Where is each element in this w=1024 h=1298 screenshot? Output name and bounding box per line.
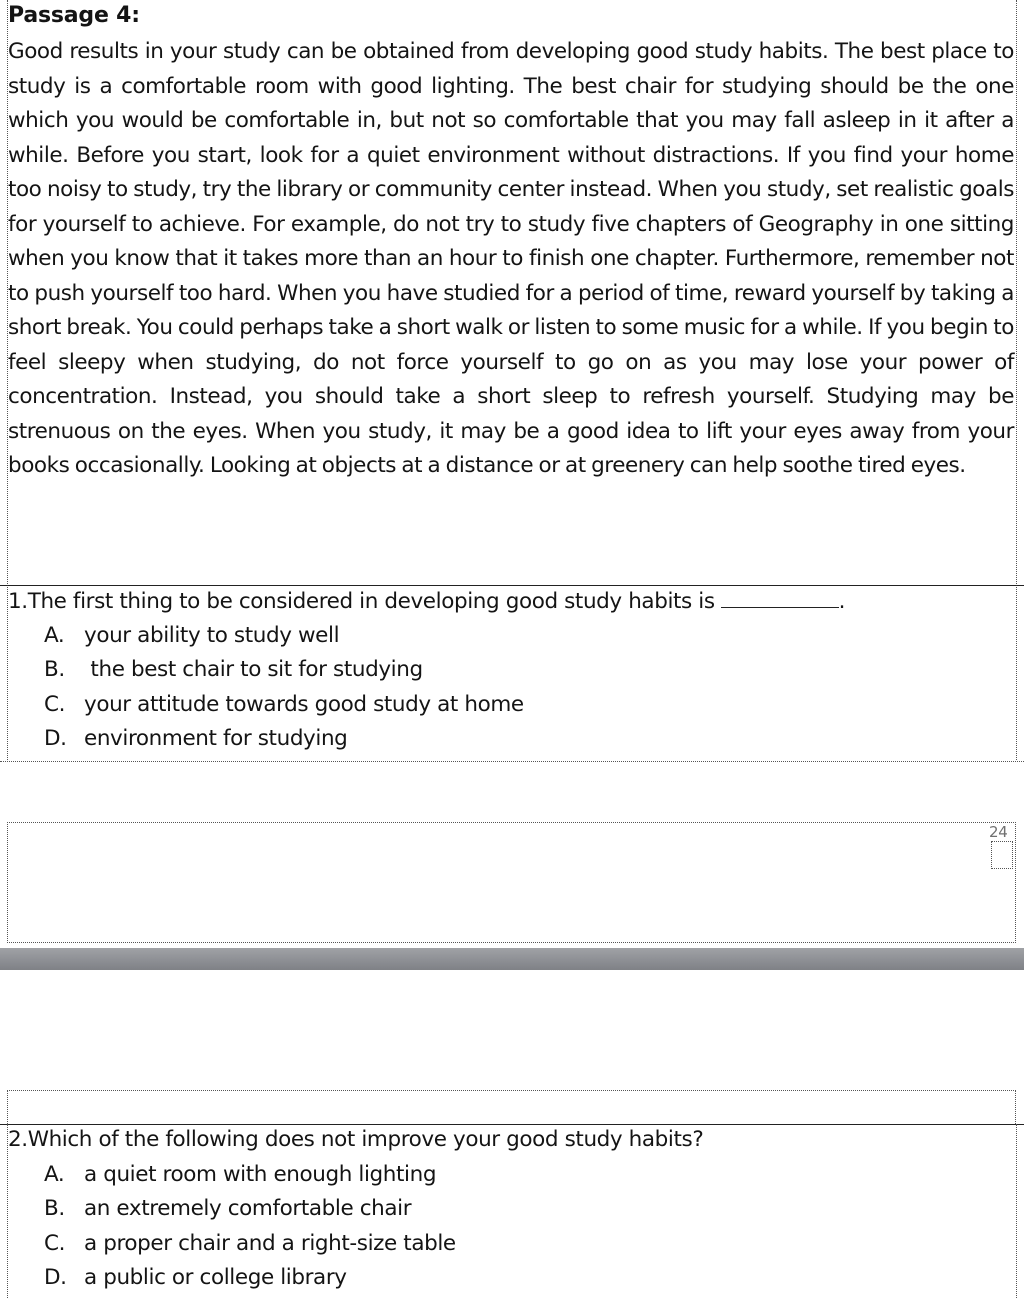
question-2-option-a xyxy=(44,1162,436,1187)
option-text: the best chair to sit for studying xyxy=(84,657,423,682)
question-1-end-punct: . xyxy=(838,589,846,614)
option-text: your attitude towards good study at home xyxy=(84,692,524,717)
option-letter: B. xyxy=(44,657,65,682)
page1-right-margin-line xyxy=(1016,0,1017,760)
passage-title: Passage 4: xyxy=(8,3,140,28)
option-letter: C. xyxy=(44,1231,66,1256)
question-2-option-b xyxy=(44,1196,411,1221)
option-text: a proper chair and a right-size table xyxy=(84,1231,456,1256)
option-letter: C. xyxy=(44,692,66,717)
page2-header-region xyxy=(7,1090,1016,1124)
option-text: a public or college library xyxy=(84,1265,347,1290)
page1-bottom-margin-line xyxy=(0,761,1024,762)
passage-text: Good results in your study can be obtained from developing good study habits. The best place to study is a comfortable room with good lighting. The best chair for studying should be the one which you would be comfortable in, but not so comfortable that you may fall asleep in it after a while. Before you start, look for a quiet environment without distractions. If you find your home too noisy to study, try the library or community center instead. When you study, set realistic goals for yourself to achieve. For example, do not try to study five chapters of Geography in one sitting when you know that it takes more than an hour to finish one chapter. Furthermore, remember not to push yourself too hard. When you have studied for a period of time, reward yourself by taking a short break. You could perhaps take a short walk or listen to some music for a while. If you begin to feel sleepy when studying, do not force yourself to go on as you may lose your power of concentration. Instead, you should take a short sleep to refresh yourself. Studying may be strenuous on the eyes. When you study, it may be a good idea to lift your eyes away from your books occasionally. Looking at objects at a distance or at greenery can help soothe tired eyes. xyxy=(8,39,1014,478)
option-letter: A. xyxy=(44,1162,65,1187)
question-1-stem xyxy=(8,589,845,614)
page2-right-margin-line xyxy=(1016,1124,1017,1298)
question-1-option-c xyxy=(44,692,524,717)
option-text: a quiet room with enough lighting xyxy=(84,1162,437,1187)
page-gap-separator xyxy=(0,948,1024,970)
question-1-option-d xyxy=(44,726,347,751)
question-1-option-b xyxy=(44,657,423,682)
option-letter: B. xyxy=(44,1196,65,1221)
option-letter: D. xyxy=(44,726,67,751)
page2-question-top-line xyxy=(0,1124,1024,1125)
question-1-text: 1.The first thing to be considered in developing good study habits is xyxy=(8,589,715,614)
footer-region xyxy=(7,822,1016,943)
option-text: your ability to study well xyxy=(84,623,340,648)
option-text: environment for studying xyxy=(84,726,348,751)
page-number-box xyxy=(991,841,1013,869)
question-2-option-c xyxy=(44,1231,456,1256)
question-1-option-a xyxy=(44,623,339,648)
page-number: 24 xyxy=(989,823,1008,841)
answer-blank xyxy=(721,589,839,608)
question-2-option-d xyxy=(44,1265,347,1290)
option-letter: D. xyxy=(44,1265,67,1290)
option-text: an extremely comfortable chair xyxy=(84,1196,412,1221)
passage-question-divider xyxy=(0,585,1024,586)
option-letter: A. xyxy=(44,623,65,648)
question-2-stem: 2.Which of the following does not improve your good study habits? xyxy=(8,1127,704,1152)
